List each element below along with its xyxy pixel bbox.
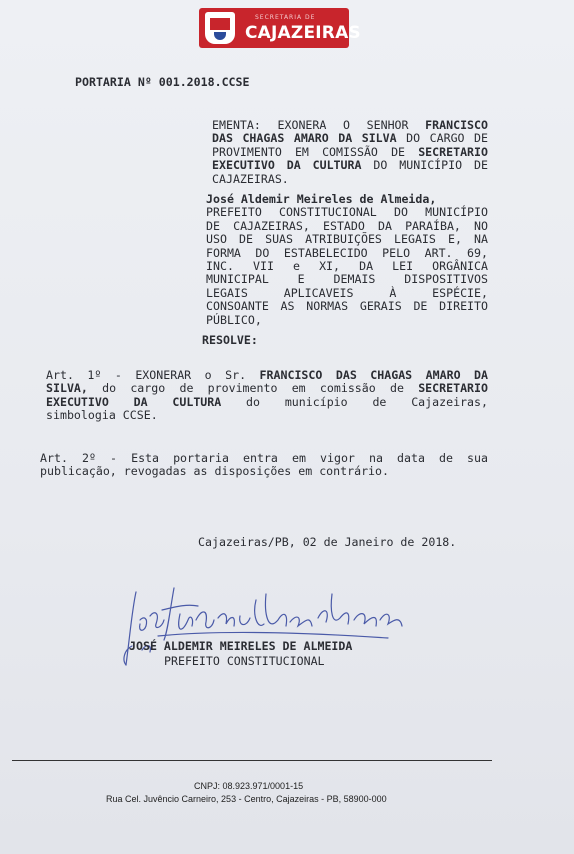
footer-divider	[12, 760, 492, 761]
art1-line: simbologia CCSE.	[46, 408, 158, 423]
preamble-line: INC. VII e XI, DA LEI ORGÂNICA	[206, 259, 488, 274]
ementa-bold: SECRETARIO	[418, 144, 488, 159]
mayor-preamble	[206, 193, 488, 327]
art2-line: Art. 2º - Esta portaria entra em vigor na data de sua	[40, 451, 488, 465]
preamble-line: PÚBLICO,	[206, 312, 262, 327]
art1-bold: SILVA,	[46, 381, 88, 396]
mayor-name-line: José Aldemir Meireles de Almeida,	[206, 192, 437, 206]
ementa-line	[212, 159, 488, 172]
ementa-text: DO MUNICÍPIO DE	[361, 158, 488, 173]
art1-line	[46, 382, 488, 395]
ementa-line	[212, 119, 488, 132]
ementa-line: CAJAZEIRAS.	[212, 171, 289, 186]
portaria-number: PORTARIA Nº 001.2018.CCSE	[75, 75, 250, 89]
art1-text: do cargo de provimento em comissão de	[87, 381, 419, 396]
art1-text: Art. 1º - EXONERAR o Sr.	[46, 368, 260, 382]
cajazeiras-logo	[199, 8, 361, 48]
logo-subtitle: SECRETARIA DE	[255, 14, 316, 21]
art1-line	[46, 369, 488, 382]
preamble-line: MUNICIPAL E DEMAIS DISPOSITIVOS	[206, 272, 488, 287]
ementa-text: DO CARGO DE	[396, 131, 488, 146]
preamble-line: PREFEITO CONSTITUCIONAL DO MUNICÍPIO	[206, 205, 488, 220]
signatory-name: JOSÉ ALDEMIR MEIRELES DE ALMEIDA	[129, 639, 353, 653]
preamble-line: FORMA DO ESTABELECIDO PELO ART. 69,	[206, 245, 488, 260]
article-1	[46, 369, 488, 423]
city-crest-icon	[205, 12, 235, 44]
art2-line: publicação, revogadas as disposições em contrário.	[40, 464, 390, 479]
art1-bold: FRANCISCO DAS CHAGAS AMARO DA	[259, 368, 488, 382]
ementa-line	[212, 132, 488, 145]
art1-line	[46, 396, 488, 409]
preamble-line: LEGAIS APLICAVEIS À ESPÉCIE,	[206, 285, 488, 300]
ementa-bold: EXECUTIVO DA CULTURA	[212, 158, 362, 173]
ementa-bold: FRANCISCO	[425, 118, 488, 132]
footer-address: Rua Cel. Juvêncio Carneiro, 253 - Centro, Cajazeiras - PB, 58900-000	[106, 794, 387, 804]
ementa-bold: DAS CHAGAS AMARO DA SILVA	[212, 131, 397, 146]
preamble-line: USO DE SUAS ATRIBUIÇÕES LEGAIS E, NA	[206, 232, 488, 247]
article-2	[40, 452, 488, 479]
resolve-heading: RESOLVE:	[202, 333, 258, 347]
preamble-line: DE CAJAZEIRAS, ESTADO DA PARAÍBA, NO	[206, 218, 488, 233]
signatory-title: PREFEITO CONSTITUCIONAL	[164, 654, 325, 668]
logo-title: CAJAZEIRAS	[245, 23, 361, 43]
art1-text: do município de Cajazeiras,	[221, 394, 488, 409]
ementa-text: PROVIMENTO EM COMISSÃO DE	[212, 144, 419, 159]
footer-cnpj: CNPJ: 08.923.971/0001-15	[194, 781, 304, 791]
art1-bold: SECRETARIO	[418, 381, 488, 396]
art1-bold: EXECUTIVO DA CULTURA	[46, 394, 222, 409]
ementa-block	[212, 119, 488, 186]
preamble-line: CONSOANTE AS NORMAS GERAIS DE DIREITO	[206, 299, 488, 314]
date-line: Cajazeiras/PB, 02 de Janeiro de 2018.	[198, 535, 457, 549]
ementa-text: EMENTA: EXONERA O SENHOR	[212, 118, 426, 132]
